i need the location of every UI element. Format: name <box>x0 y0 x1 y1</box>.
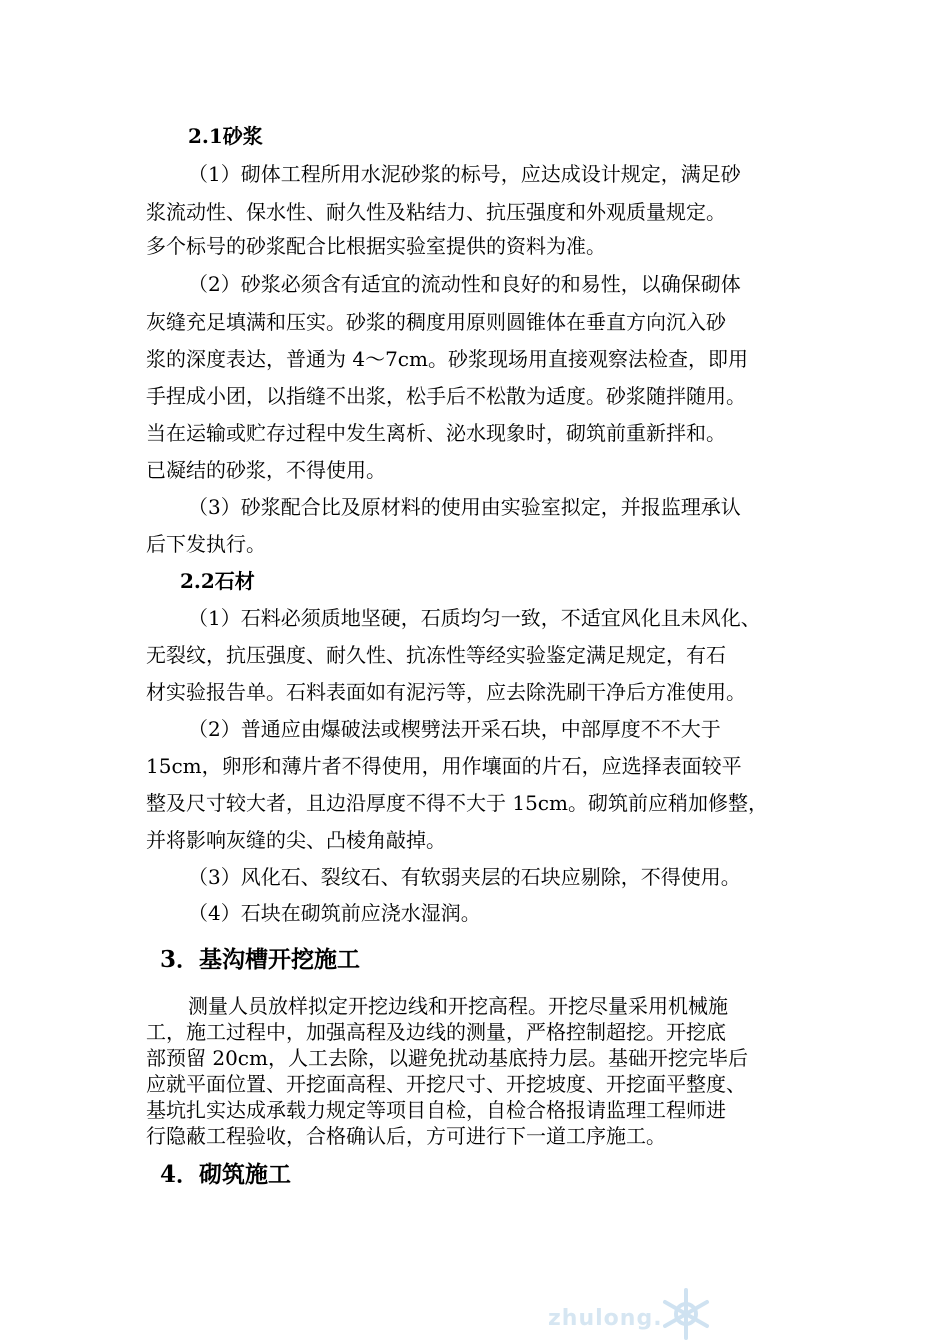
paragraph-line: 测量人员放样拟定开挖边线和开挖高程。开挖尽量采用机械施 <box>188 994 728 1018</box>
heading-3: 3．基沟槽开挖施工 <box>160 946 361 973</box>
watermark <box>548 1284 748 1344</box>
paragraph-line: （1）砌体工程所用水泥砂浆的标号，应达成设计规定，满足砂 <box>188 162 741 186</box>
paragraph-line: （2）普通应由爆破法或楔劈法开采石块，中部厚度不不大于 <box>188 717 721 741</box>
paragraph-line: 15cm，卵形和薄片者不得使用，用作壤面的片石，应选择表面较平 <box>146 754 742 778</box>
paragraph-line: 应就平面位置、开挖面高程、开挖尺寸、开挖坡度、开挖面平整度、 <box>146 1072 746 1096</box>
paragraph-line: 部预留 20cm，人工去除，以避免扰动基底持力层。基础开挖完毕后 <box>146 1046 748 1070</box>
paragraph-line: 手捏成小团，以指缝不出浆，松手后不松散为适度。砂浆随拌随用。 <box>146 384 746 408</box>
paragraph-line: 灰缝充足填满和压实。砂浆的稠度用原则圆锥体在垂直方向沉入砂 <box>146 310 726 334</box>
paragraph-line: 工，施工过程中，加强高程及边线的测量，严格控制超挖。开挖底 <box>146 1020 726 1044</box>
paragraph-line: 多个标号的砂浆配合比根据实验室提供的资料为准。 <box>146 234 606 258</box>
paragraph-line: （3）风化石、裂纹石、有软弱夹层的石块应剔除，不得使用。 <box>188 865 741 889</box>
paragraph-line: （4）石块在砌筑前应浇水湿润。 <box>188 901 481 925</box>
paragraph-line: 浆的深度表达，普通为 4～7cm。砂浆现场用直接观察法检查，即用 <box>146 347 748 371</box>
paragraph-line: 后下发执行。 <box>146 532 266 556</box>
section-2-2-title: 2.2石材 <box>180 569 255 593</box>
paragraph-line: （1）石料必须质地坚硬，石质均匀一致，不适宜风化且未风化、 <box>188 606 761 630</box>
paragraph-line: 当在运输或贮存过程中发生离析、泌水现象时，砌筑前重新拌和。 <box>146 421 726 445</box>
section-2-1-title: 2.1砂浆 <box>188 124 263 148</box>
paragraph-line: 已凝结的砂浆，不得使用。 <box>146 458 386 482</box>
heading-4: 4．砌筑施工 <box>160 1161 292 1188</box>
paragraph-line: 材实验报告单。石料表面如有泥污等，应去除洗刷干净后方准使用。 <box>146 680 746 704</box>
paragraph-line: 整及尺寸较大者，且边沿厚度不得不大于 15cm。砌筑前应稍加修整， <box>146 791 768 815</box>
paragraph-line: 浆流动性、保水性、耐久性及粘结力、抗压强度和外观质量规定。 <box>146 200 726 224</box>
paragraph-line: （3）砂浆配合比及原材料的使用由实验室拟定，并报监理承认 <box>188 495 741 519</box>
paragraph-line: 并将影响灰缝的尖、凸棱角敲掉。 <box>146 828 446 852</box>
snowflake-icon <box>656 1284 716 1344</box>
paragraph-line: 行隐蔽工程验收，合格确认后，方可进行下一道工序施工。 <box>146 1124 666 1148</box>
watermark-text: zhulong. <box>548 1306 663 1331</box>
paragraph-line: 基坑扎实达成承载力规定等项目自检，自检合格报请监理工程师进 <box>146 1098 726 1122</box>
paragraph-line: 无裂纹，抗压强度、耐久性、抗冻性等经实验鉴定满足规定，有石 <box>146 643 726 667</box>
paragraph-line: （2）砂浆必须含有适宜的流动性和良好的和易性，以确保砌体 <box>188 272 741 296</box>
